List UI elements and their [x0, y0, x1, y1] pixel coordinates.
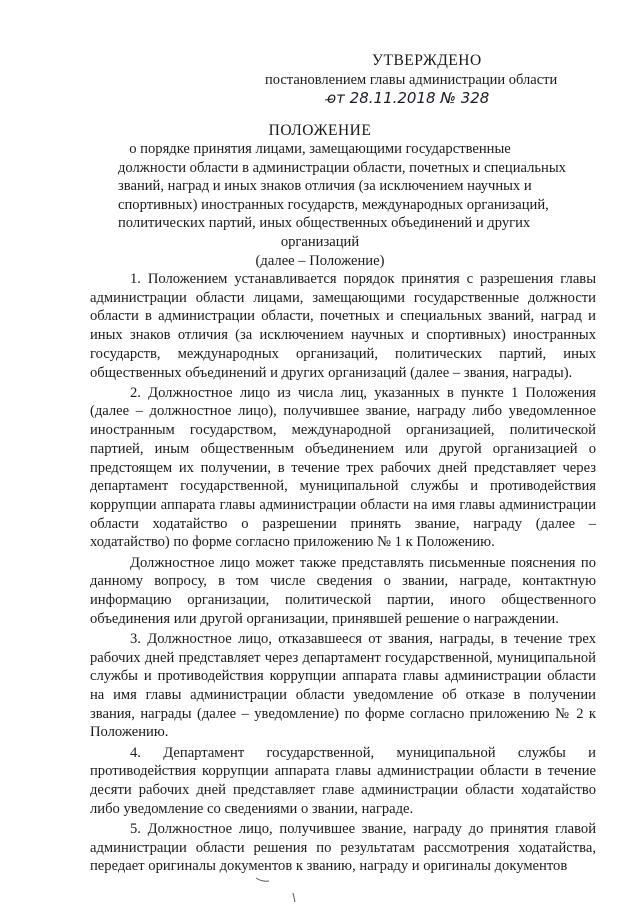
- paragraph-4: 4. Департамент государственной, муниципальной службы и противодействия коррупции аппарата главы администрации области в течение десяти рабочих дней представляет главе администрации области ходатайство либо уведомление со сведениями о звании, награде.: [90, 744, 596, 817]
- handwritten-text: от 28.11.2018 № 328: [327, 89, 490, 107]
- document-body: [90, 270, 596, 878]
- subtitle-line: организаций: [280, 233, 360, 250]
- document-subtitle: [118, 140, 566, 270]
- paragraph-5: 5. Должностное лицо, получившее звание, награду до принятия главой администрации области решения по результатам рассмотрения ходатайства, передает оригиналы документов к званию, награду и оригиналы документов: [90, 820, 596, 875]
- scan-speck-mark: [255, 876, 271, 884]
- paragraph-3: 3. Должностное лицо, отказавшееся от звания, награды, в течение трех рабочих дней представляет через департамент государственной, муниципальной службы и противодействия коррупции аппарата главы администрации области на имя главы администрации области уведомление об отказе в получении звания, награды (далее – уведомление) по форме согласно приложению № 2 к Положению.: [90, 630, 596, 741]
- subtitle-line: политических партий, иных общественных объединений и других: [118, 215, 531, 232]
- subtitle-line: о порядке принятия лицами, замещающими государственные: [129, 141, 511, 157]
- subtitle-line: спортивных) иностранных государств, международных организаций,: [118, 196, 549, 213]
- document-title: ПОЛОЖЕНИЕ: [268, 122, 372, 139]
- subtitle-line: должности области в администрации области, почетных и специальных: [118, 159, 566, 176]
- scan-speck-mark: [290, 892, 298, 904]
- handwritten-date-number: [325, 86, 530, 112]
- paragraph-2: 2. Должностное лицо из числа лиц, указанных в пункте 1 Положения (далее – должностное лицо), получившее звание, награду либо уведомленное иностранным государством, международной организацией, политической партией, иным общественным объединением или другой организацией о предстоящем их получении, в течение трех рабочих дней представляет через департамент государственной, муниципальной службы и противодействия коррупции аппарата главы администрации области на имя главы администрации области ходатайство о разрешении принять звание, награду (далее – ходатайство) по форме согласно приложению № 1 к Положению.: [90, 384, 596, 551]
- decree-reference: постановлением главы администрации области: [265, 72, 558, 88]
- approval-stamp: УТВЕРЖДЕНО: [372, 52, 482, 69]
- paragraph-2-note: Должностное лицо может также представлять письменные пояснения по данному вопросу, в том числе сведения о звании, награде, контактную информацию организации, политической партии, иного общественного объединения или другой организации, принявшей решение о награждении.: [90, 554, 596, 627]
- subtitle-line: званий, наград и иных знаков отличия (за исключением научных и: [118, 178, 532, 195]
- paragraph-1: 1. Положением устанавливается порядок принятия с разрешения главы администрации области лицами, замещающими государственные должности области в администрации области, почетных и специальных званий, наград и иных знаков отличия (за исключением научных и спортивных) иностранных государств, международных организаций, политических партий, иных общественных объединений и других организаций (далее – звания, награды).: [90, 271, 596, 381]
- subtitle-line: (далее – Положение): [255, 252, 385, 269]
